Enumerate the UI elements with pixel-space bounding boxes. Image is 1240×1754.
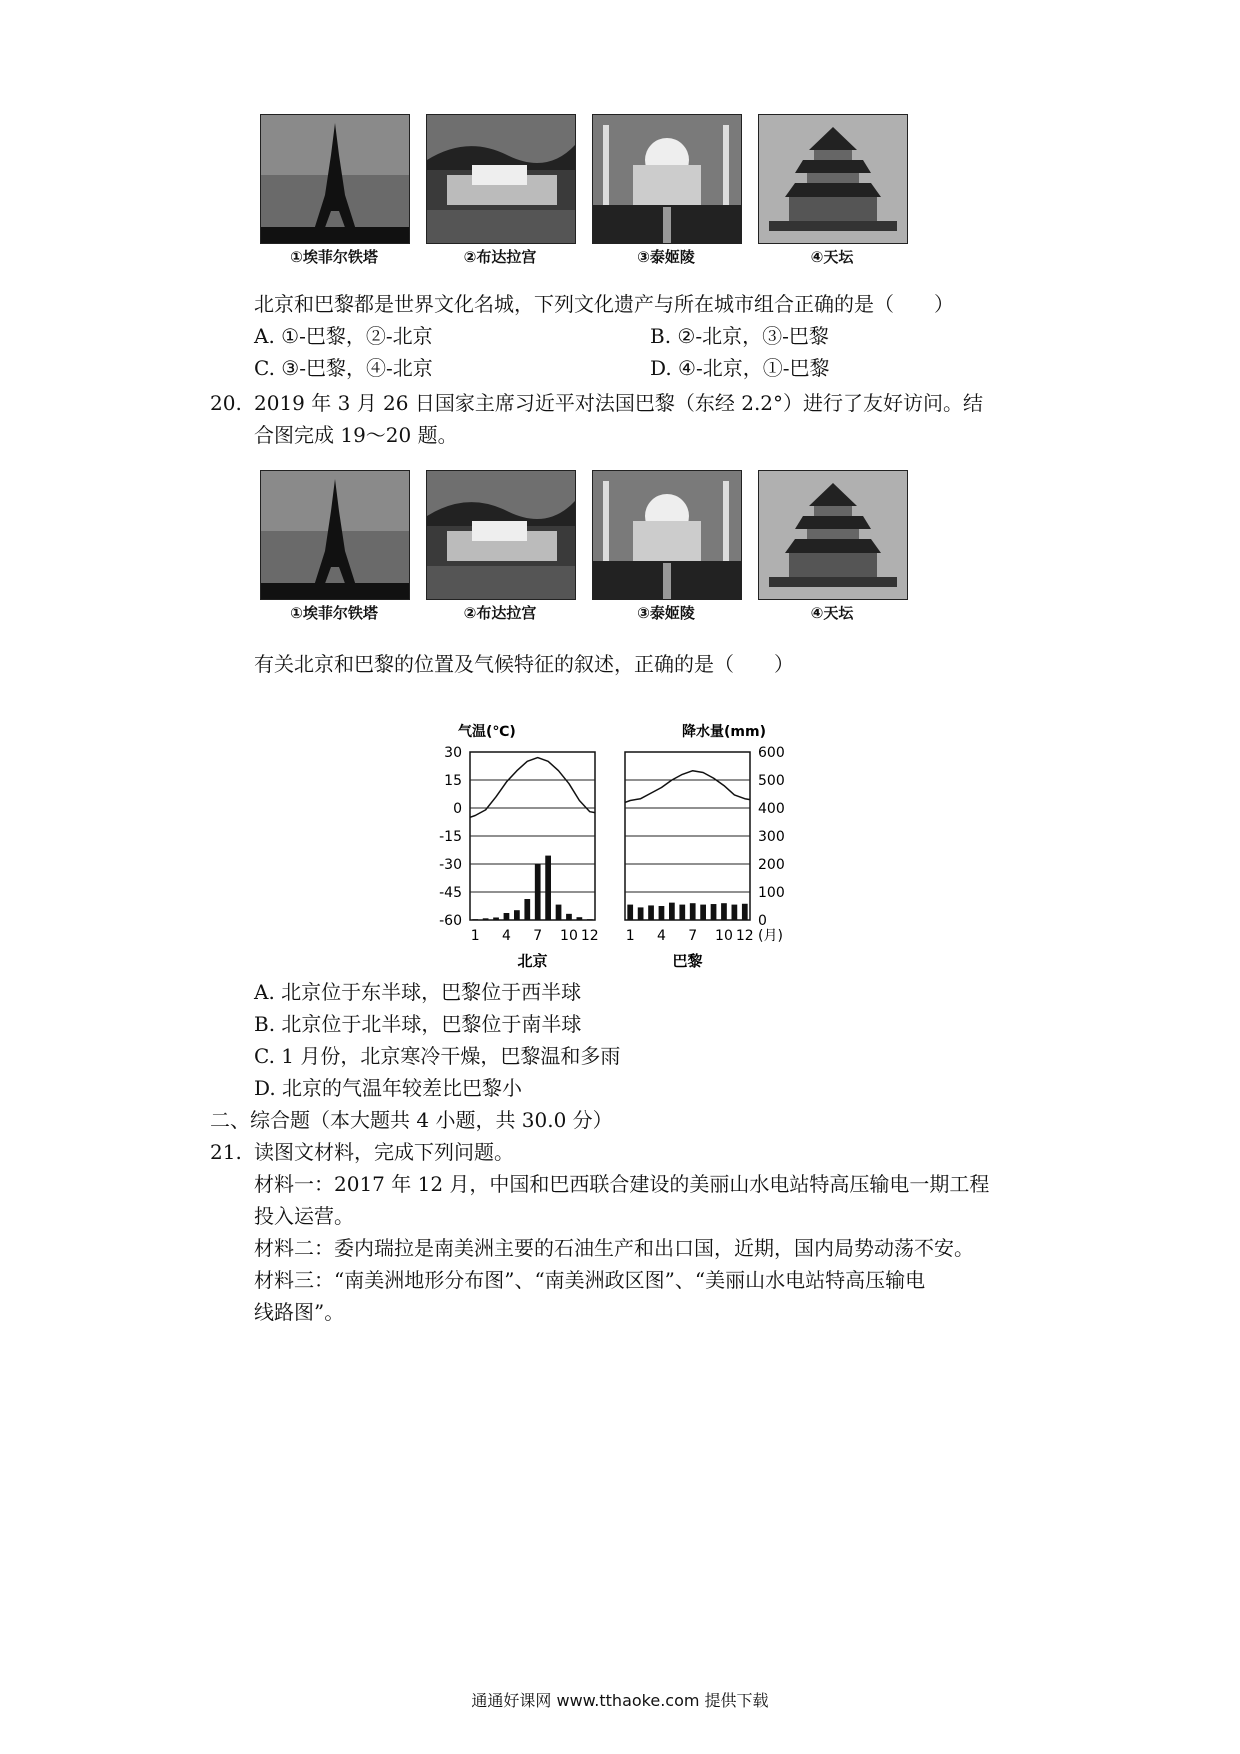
precip-tick-label: 300 <box>758 829 785 845</box>
month-tick-label: 12 <box>735 928 754 944</box>
temp-tick-label: -45 <box>439 885 462 901</box>
potala-palace-photo <box>426 470 576 600</box>
month-tick-label: 10 <box>715 928 733 944</box>
caption-2: ②布达拉宫 <box>463 604 537 622</box>
caption-4: ④天坛 <box>810 248 854 266</box>
month-tick-label: 7 <box>688 928 698 944</box>
month-tick-label: 10 <box>560 928 578 944</box>
precipitation-bar <box>732 905 738 920</box>
precipitation-bar <box>545 856 551 920</box>
precip-tick-label: 200 <box>758 857 785 873</box>
precipitation-bar <box>690 903 696 920</box>
precipitation-bar <box>524 899 530 920</box>
temperature-curve <box>625 771 750 803</box>
caption-1: ①埃菲尔铁塔 <box>290 248 378 266</box>
precipitation-axis-label: 降水量(mm) <box>682 724 766 740</box>
precipitation-bar <box>535 864 541 920</box>
precipitation-bar <box>566 914 572 920</box>
precipitation-bar <box>638 907 644 920</box>
month-unit-label: (月) <box>758 928 783 944</box>
temperature-axis-label: 气温(℃) <box>458 724 516 740</box>
precipitation-bar <box>669 903 675 920</box>
month-tick-label: 12 <box>580 928 599 944</box>
precip-tick-label: 0 <box>758 913 767 929</box>
eiffel-tower-photo <box>260 470 410 600</box>
month-tick-label: 7 <box>533 928 543 944</box>
precipitation-bar <box>721 903 727 920</box>
temp-tick-label: 0 <box>453 801 462 817</box>
precipitation-bar <box>472 919 478 920</box>
city-label: 北京 <box>517 952 548 970</box>
section2-title: 二、综合题（本大题共 4 小题，共 30.0 分） <box>210 1108 613 1132</box>
temple-of-heaven-photo <box>758 114 908 244</box>
precipitation-bar <box>679 905 685 920</box>
precipitation-bar <box>700 905 706 920</box>
temp-tick-label: -30 <box>439 857 462 873</box>
precip-tick-label: 600 <box>758 745 785 761</box>
q21-material3-line1: 材料三：“南美洲地形分布图”、“南美洲政区图”、“美丽山水电站特高压输电 <box>254 1268 926 1292</box>
month-tick-label: 4 <box>501 928 511 944</box>
q19-option-d: D. ④-北京，①-巴黎 <box>650 356 830 380</box>
q20-option-c: C. 1 月份，北京寒冷干燥，巴黎温和多雨 <box>254 1044 621 1068</box>
temp-tick-label: -15 <box>439 829 462 845</box>
q19-option-b: B. ②-北京，③-巴黎 <box>650 324 829 348</box>
q19-option-c: C. ③-巴黎，④-北京 <box>254 356 433 380</box>
q21-material2: 材料二：委内瑞拉是南美洲主要的石油生产和出口国，近期，国内局势动荡不安。 <box>254 1236 974 1260</box>
month-tick-label: 1 <box>470 928 480 944</box>
q21-instruction: 读图文材料，完成下列问题。 <box>254 1140 514 1164</box>
precipitation-bar <box>493 917 499 920</box>
temp-tick-label: -60 <box>439 913 462 929</box>
taj-mahal-photo <box>592 470 742 600</box>
precip-tick-label: 100 <box>758 885 785 901</box>
potala-palace-photo <box>426 114 576 244</box>
eiffel-tower-photo <box>260 114 410 244</box>
precipitation-bar <box>648 905 654 920</box>
month-tick-label: 4 <box>656 928 666 944</box>
city-label: 巴黎 <box>672 952 703 970</box>
q21-material3-line2: 线路图”。 <box>254 1300 345 1324</box>
q19-option-a: A. ①-巴黎，②-北京 <box>254 324 433 348</box>
temp-tick-label: 30 <box>444 745 462 761</box>
precip-tick-label: 500 <box>758 773 785 789</box>
temple-of-heaven-photo <box>758 470 908 600</box>
precip-tick-label: 400 <box>758 801 785 817</box>
precipitation-bar <box>577 917 583 920</box>
precipitation-bar <box>742 904 748 920</box>
precipitation-bar <box>483 918 489 920</box>
q20-stem: 有关北京和巴黎的位置及气候特征的叙述，正确的是（ ） <box>254 652 794 676</box>
precipitation-bar <box>504 913 510 920</box>
caption-2: ②布达拉宫 <box>463 248 537 266</box>
q20-option-a: A. 北京位于东半球，巴黎位于西半球 <box>254 980 582 1004</box>
q20-intro-line1: 2019 年 3 月 26 日国家主席习近平对法国巴黎（东经 2.2°）进行了友好访问。结 <box>254 391 984 415</box>
q21-material1-line1: 材料一：2017 年 12 月，中国和巴西联合建设的美丽山水电站特高压输电一期工程 <box>254 1172 990 1196</box>
q20-intro-line2: 合图完成 19～20 题。 <box>254 423 458 447</box>
climate-chart <box>420 712 820 974</box>
temp-tick-label: 15 <box>444 773 462 789</box>
q20-option-d: D. 北京的气温年较差比巴黎小 <box>254 1076 523 1100</box>
precipitation-bar <box>659 906 665 920</box>
q21-material1-line2: 投入运营。 <box>254 1204 354 1228</box>
caption-1: ①埃菲尔铁塔 <box>290 604 378 622</box>
footer-text: 通通好课网 www.tthaoke.com 提供下载 <box>471 1691 769 1710</box>
caption-3: ③泰姬陵 <box>637 604 695 622</box>
precipitation-bar <box>627 905 633 920</box>
q20-option-b: B. 北京位于北半球，巴黎位于南半球 <box>254 1012 582 1036</box>
q20-number: 20. <box>210 391 242 415</box>
month-tick-label: 1 <box>625 928 635 944</box>
taj-mahal-photo <box>592 114 742 244</box>
photo-strip-2 <box>260 470 910 630</box>
precipitation-bar <box>587 919 593 920</box>
caption-3: ③泰姬陵 <box>637 248 695 266</box>
q21-number: 21. <box>210 1140 242 1164</box>
precipitation-bar <box>711 904 717 920</box>
photo-strip-1 <box>260 114 910 274</box>
precipitation-bar <box>514 910 520 920</box>
q19-stem: 北京和巴黎都是世界文化名城，下列文化遗产与所在城市组合正确的是（ ） <box>254 292 954 316</box>
caption-4: ④天坛 <box>810 604 854 622</box>
precipitation-bar <box>556 905 562 920</box>
